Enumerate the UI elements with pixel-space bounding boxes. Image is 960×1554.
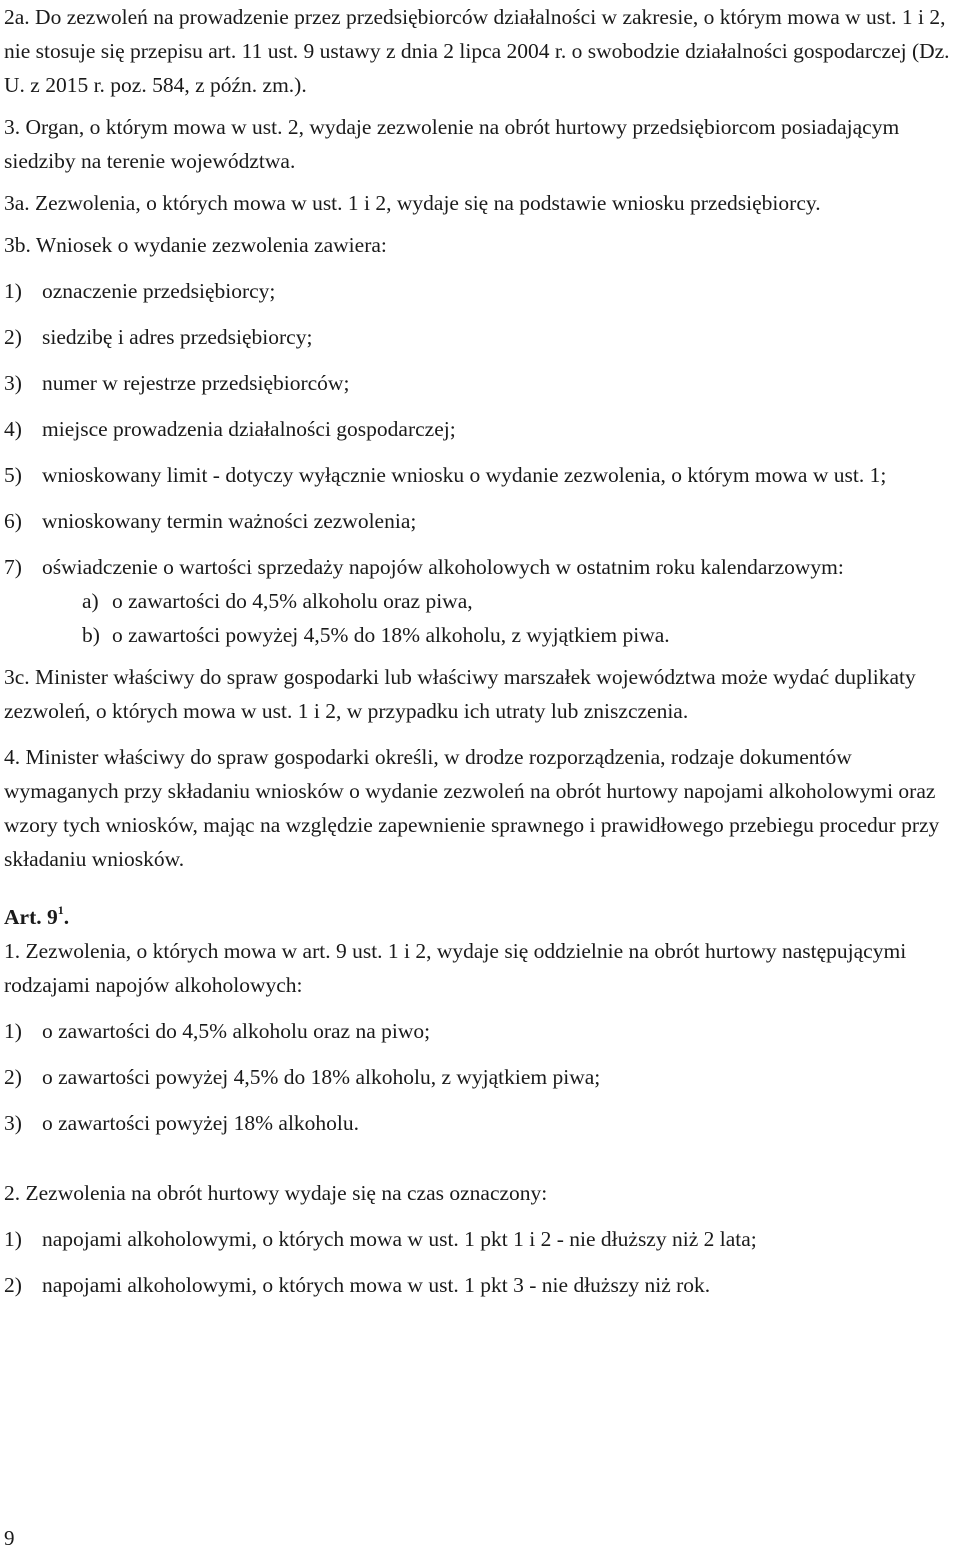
list-item: 3) o zawartości powyżej 18% alkoholu.	[4, 1111, 360, 1135]
article-list-2	[4, 1222, 956, 1302]
list-item: 3) numer w rejestrze przedsiębiorców;	[4, 371, 350, 395]
paragraph-3c: 3c. Minister właściwy do spraw gospodarki lub właściwy marszałek województwa może wydać duplikaty zezwoleń, o których mowa w ust. 1 i 2, w przypadku ich utraty lub zniszczenia.	[4, 665, 916, 723]
list-3b	[4, 274, 956, 584]
list-item: 4) miejsce prowadzenia działalności gospodarczej;	[4, 417, 456, 441]
document-page	[4, 0, 956, 1302]
article-paragraph-1: 1. Zezwolenia, o których mowa w art. 9 ust. 1 i 2, wydaje się oddzielnie na obrót hurtowy następującymi rodzajami napojów alkoholowych:	[4, 939, 907, 997]
paragraph-3b: 3b. Wniosek o wydanie zezwolenia zawiera:	[4, 233, 387, 257]
list-item: 1) oznaczenie przedsiębiorcy;	[4, 279, 276, 303]
list-item: 1) o zawartości do 4,5% alkoholu oraz na piwo;	[4, 1019, 431, 1043]
list-item: 5) wnioskowany limit - dotyczy wyłącznie wniosku o wydanie zezwolenia, o którym mowa w ust. 1;	[4, 463, 887, 487]
list-item: 1) napojami alkoholowymi, o których mowa w ust. 1 pkt 1 i 2 - nie dłuższy niż 2 lata;	[4, 1227, 757, 1251]
paragraph-4: 4. Minister właściwy do spraw gospodarki określi, w drodze rozporządzenia, rodzaje dokumentów wymaganych przy składaniu wniosków o wydanie zezwoleń na obrót hurtowy napojami alkoholowymi oraz wzory tych wniosków, mając na względzie zapewnienie sprawnego i prawidłowego przebiegu procedur przy składaniu wniosków.	[4, 745, 940, 871]
article-heading: Art. $9^1$.	[4, 903, 70, 929]
list-item: 2) napojami alkoholowymi, o których mowa w ust. 1 pkt 3 - nie dłuższy niż rok.	[4, 1273, 711, 1297]
article-list-1	[4, 1014, 956, 1140]
list-item: 2) o zawartości powyżej 4,5% do 18% alkoholu, z wyjątkiem piwa;	[4, 1065, 601, 1089]
list-item: 6) wnioskowany termin ważności zezwolenia;	[4, 509, 417, 533]
article-paragraph-2: 2. Zezwolenia na obrót hurtowy wydaje się na czas oznaczony:	[4, 1181, 548, 1205]
sublist-item: a) o zawartości do 4,5% alkoholu oraz piwa,	[82, 589, 473, 613]
page-number: 9	[4, 1526, 15, 1550]
paragraph-3: 3. Organ, o którym mowa w ust. 2, wydaje zezwolenie na obrót hurtowy przedsiębiorcom posiadającym siedziby na terenie województwa.	[4, 115, 900, 173]
paragraph-3a: 3a. Zezwolenia, o których mowa w ust. 1 i 2, wydaje się na podstawie wniosku przedsiębiorcy.	[4, 191, 821, 215]
sublist-item: b) o zawartości powyżej 4,5% do 18% alkoholu, z wyjątkiem piwa.	[82, 623, 670, 647]
list-item: 7) oświadczenie o wartości sprzedaży napojów alkoholowych w ostatnim roku kalendarzowym:	[4, 555, 844, 579]
sublist-7	[4, 584, 956, 652]
paragraph-2a: 2a. Do zezwoleń na prowadzenie przez przedsiębiorców działalności w zakresie, o którym mowa w ust. 1 i 2, nie stosuje się przepisu art. 11 ust. 9 ustawy z dnia 2 lipca 2004 r. o swobodzie działalności gospodarczej (Dz. U. z 2015 r. poz. 584, z późn. zm.).	[4, 5, 950, 97]
list-item: 2) siedzibę i adres przedsiębiorcy;	[4, 325, 313, 349]
